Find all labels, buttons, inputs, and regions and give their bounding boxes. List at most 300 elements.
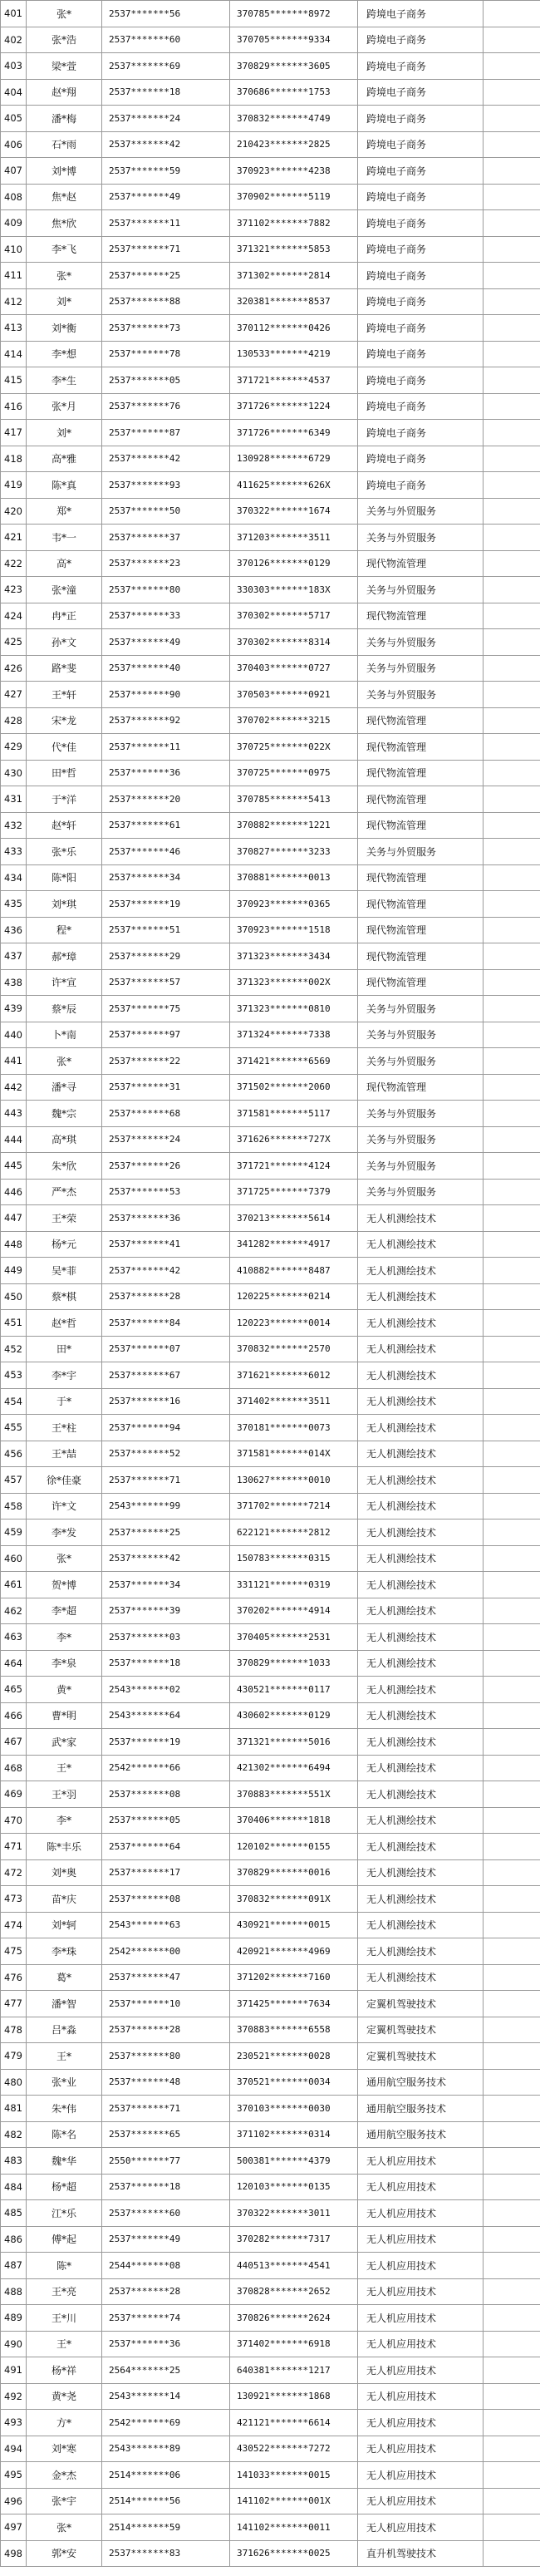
exam-code: 2537*******28 — [102, 2278, 230, 2305]
exam-code: 2543*******64 — [102, 1702, 230, 1729]
student-name: 刘*琪 — [27, 891, 102, 918]
major-name: 无人机测绘技术 — [358, 1388, 484, 1415]
empty-cell — [484, 1493, 540, 1519]
exam-code: 2537*******05 — [102, 1807, 230, 1834]
table-row — [1, 53, 540, 80]
row-number: 441 — [1, 1048, 27, 1075]
major-name: 现代物流管理 — [358, 603, 484, 629]
row-number: 468 — [1, 1755, 27, 1781]
student-name: 赵*哲 — [27, 1310, 102, 1337]
student-name: 韦*一 — [27, 525, 102, 551]
empty-cell — [484, 2069, 540, 2096]
exam-code: 2537*******68 — [102, 1101, 230, 1127]
student-name: 徐*佳豪 — [27, 1467, 102, 1494]
major-name: 无人机应用技术 — [358, 2514, 484, 2541]
row-number: 486 — [1, 2226, 27, 2253]
major-name: 直升机驾驶技术 — [358, 2540, 484, 2567]
table-row — [1, 1074, 540, 1101]
id-number: 130533*******4219 — [230, 341, 358, 367]
id-number: 371203*******3511 — [230, 525, 358, 551]
table-row — [1, 2253, 540, 2279]
empty-cell — [484, 1467, 540, 1494]
student-name: 高*雅 — [27, 446, 102, 472]
student-name: 李*超 — [27, 1598, 102, 1624]
empty-cell — [484, 1650, 540, 1677]
exam-code: 2514*******56 — [102, 2488, 230, 2514]
id-number: 370827*******3233 — [230, 839, 358, 865]
major-name: 跨境电子商务 — [358, 472, 484, 499]
empty-cell — [484, 1755, 540, 1781]
id-number: 370902*******5119 — [230, 184, 358, 210]
empty-cell — [484, 1859, 540, 1886]
id-number: 330303*******183X — [230, 577, 358, 603]
empty-cell — [484, 1624, 540, 1651]
empty-cell — [484, 2226, 540, 2253]
empty-cell — [484, 2200, 540, 2227]
table-row — [1, 2540, 540, 2567]
empty-cell — [484, 2436, 540, 2462]
major-name: 关务与外贸服务 — [358, 1153, 484, 1180]
empty-cell — [484, 446, 540, 472]
table-row — [1, 210, 540, 237]
student-name: 焦*赵 — [27, 184, 102, 210]
empty-cell — [484, 1598, 540, 1624]
major-name: 无人机测绘技术 — [358, 1781, 484, 1808]
exam-code: 2537*******60 — [102, 27, 230, 53]
id-number: 370829*******1033 — [230, 1650, 358, 1677]
row-number: 482 — [1, 2121, 27, 2148]
student-name: 黄*尧 — [27, 2383, 102, 2410]
empty-cell — [484, 917, 540, 943]
student-name: 王* — [27, 2043, 102, 2070]
major-name: 无人机测绘技术 — [358, 1938, 484, 1965]
id-number: 371726*******1224 — [230, 393, 358, 420]
exam-code: 2537*******71 — [102, 1467, 230, 1494]
exam-code: 2550*******77 — [102, 2148, 230, 2175]
student-name: 王* — [27, 2331, 102, 2357]
student-name: 王*轩 — [27, 682, 102, 708]
exam-code: 2537*******42 — [102, 1545, 230, 1572]
row-number: 473 — [1, 1886, 27, 1913]
empty-cell — [484, 1781, 540, 1808]
student-name: 郑* — [27, 498, 102, 525]
id-number: 371102*******7882 — [230, 210, 358, 237]
major-name: 无人机应用技术 — [358, 2200, 484, 2227]
empty-cell — [484, 27, 540, 53]
exam-code: 2564*******25 — [102, 2357, 230, 2384]
table-row — [1, 367, 540, 394]
row-number: 476 — [1, 1964, 27, 1991]
empty-cell — [484, 655, 540, 682]
student-name: 梁*萱 — [27, 53, 102, 80]
table-row — [1, 1388, 540, 1415]
empty-cell — [484, 2043, 540, 2070]
id-number: 230521*******0028 — [230, 2043, 358, 2070]
major-name: 现代物流管理 — [358, 864, 484, 891]
id-number: 130627*******0010 — [230, 1467, 358, 1494]
table-row — [1, 1886, 540, 1913]
row-number: 418 — [1, 446, 27, 472]
row-number: 445 — [1, 1153, 27, 1180]
student-name: 张* — [27, 263, 102, 289]
exam-code: 2537*******80 — [102, 2043, 230, 2070]
student-name: 于* — [27, 1388, 102, 1415]
row-number: 480 — [1, 2069, 27, 2096]
table-row — [1, 2410, 540, 2436]
row-number: 456 — [1, 1441, 27, 1467]
empty-cell — [484, 53, 540, 80]
row-number: 407 — [1, 158, 27, 185]
student-name: 朱*伟 — [27, 2096, 102, 2122]
exam-code: 2537*******20 — [102, 786, 230, 813]
empty-cell — [484, 1101, 540, 1127]
major-name: 关务与外贸服务 — [358, 1022, 484, 1048]
table-row — [1, 1729, 540, 1756]
row-number: 427 — [1, 682, 27, 708]
table-row — [1, 2357, 540, 2384]
table-row — [1, 760, 540, 786]
exam-code: 2537*******25 — [102, 263, 230, 289]
row-number: 475 — [1, 1938, 27, 1965]
student-name: 葛* — [27, 1964, 102, 1991]
table-row — [1, 1205, 540, 1232]
major-name: 关务与外贸服务 — [358, 629, 484, 656]
student-name: 冉*正 — [27, 603, 102, 629]
row-number: 421 — [1, 525, 27, 551]
row-number: 436 — [1, 917, 27, 943]
exam-code: 2537*******52 — [102, 1441, 230, 1467]
row-number: 423 — [1, 577, 27, 603]
table-row — [1, 1650, 540, 1677]
row-number: 420 — [1, 498, 27, 525]
id-number: 370832*******2570 — [230, 1336, 358, 1362]
table-row — [1, 996, 540, 1022]
id-number: 370832*******4749 — [230, 106, 358, 132]
id-number: 371402*******6918 — [230, 2331, 358, 2357]
table-row — [1, 1362, 540, 1389]
row-number: 458 — [1, 1493, 27, 1519]
major-name: 无人机应用技术 — [358, 2253, 484, 2279]
empty-cell — [484, 1545, 540, 1572]
student-name: 李*珠 — [27, 1938, 102, 1965]
id-number: 371626*******0025 — [230, 2540, 358, 2567]
major-name: 跨境电子商务 — [358, 53, 484, 80]
row-number: 469 — [1, 1781, 27, 1808]
major-name: 关务与外贸服务 — [358, 682, 484, 708]
student-name: 刘* — [27, 288, 102, 315]
major-name: 跨境电子商务 — [358, 315, 484, 342]
table-row — [1, 603, 540, 629]
major-name: 关务与外贸服务 — [358, 1179, 484, 1205]
row-number: 406 — [1, 131, 27, 158]
empty-cell — [484, 1912, 540, 1938]
row-number: 408 — [1, 184, 27, 210]
id-number: 371626*******727X — [230, 1126, 358, 1153]
table-row — [1, 682, 540, 708]
table-row — [1, 839, 540, 865]
row-number: 485 — [1, 2200, 27, 2227]
id-number: 120103*******0135 — [230, 2174, 358, 2200]
table-row — [1, 2305, 540, 2332]
id-number: 370403*******0727 — [230, 655, 358, 682]
student-name: 朱*欣 — [27, 1153, 102, 1180]
exam-code: 2537*******16 — [102, 1388, 230, 1415]
id-number: 370302*******5717 — [230, 603, 358, 629]
empty-cell — [484, 315, 540, 342]
exam-code: 2542*******00 — [102, 1938, 230, 1965]
student-name: 潘*梅 — [27, 106, 102, 132]
row-number: 426 — [1, 655, 27, 682]
major-name: 现代物流管理 — [358, 550, 484, 577]
major-name: 无人机应用技术 — [358, 2410, 484, 2436]
table-row — [1, 2226, 540, 2253]
student-name: 黄* — [27, 1677, 102, 1703]
exam-code: 2537*******76 — [102, 393, 230, 420]
empty-cell — [484, 1153, 540, 1180]
exam-code: 2537*******92 — [102, 707, 230, 734]
id-number: 371321*******5853 — [230, 236, 358, 263]
id-number: 370322*******1674 — [230, 498, 358, 525]
table-row — [1, 1415, 540, 1441]
exam-code: 2537*******22 — [102, 1048, 230, 1075]
empty-cell — [484, 1834, 540, 1860]
student-name: 刘* — [27, 420, 102, 446]
table-row — [1, 969, 540, 996]
row-number: 419 — [1, 472, 27, 499]
table-row — [1, 1126, 540, 1153]
row-number: 455 — [1, 1415, 27, 1441]
major-name: 无人机测绘技术 — [358, 1755, 484, 1781]
table-row — [1, 1938, 540, 1965]
id-number: 430921*******0015 — [230, 1912, 358, 1938]
exam-code: 2537*******78 — [102, 341, 230, 367]
table-row — [1, 263, 540, 289]
major-name: 无人机测绘技术 — [358, 1441, 484, 1467]
major-name: 无人机测绘技术 — [358, 1231, 484, 1258]
row-number: 417 — [1, 420, 27, 446]
empty-cell — [484, 1283, 540, 1310]
student-name: 潘*智 — [27, 1991, 102, 2017]
id-number: 430522*******7272 — [230, 2436, 358, 2462]
row-number: 451 — [1, 1310, 27, 1337]
major-name: 现代物流管理 — [358, 734, 484, 761]
row-number: 467 — [1, 1729, 27, 1756]
student-name: 赵*轩 — [27, 812, 102, 839]
table-row — [1, 446, 540, 472]
row-number: 449 — [1, 1258, 27, 1284]
row-number: 488 — [1, 2278, 27, 2305]
major-name: 无人机测绘技术 — [358, 1415, 484, 1441]
empty-cell — [484, 1179, 540, 1205]
exam-code: 2537*******59 — [102, 158, 230, 185]
major-name: 无人机测绘技术 — [358, 1598, 484, 1624]
table-row — [1, 1807, 540, 1834]
table-row — [1, 525, 540, 551]
exam-code: 2542*******69 — [102, 2410, 230, 2436]
empty-cell — [484, 2174, 540, 2200]
major-name: 跨境电子商务 — [358, 341, 484, 367]
exam-code: 2537*******56 — [102, 1, 230, 27]
exam-code: 2542*******66 — [102, 1755, 230, 1781]
row-number: 428 — [1, 707, 27, 734]
row-number: 461 — [1, 1572, 27, 1598]
id-number: 370302*******8314 — [230, 629, 358, 656]
table-row — [1, 2043, 540, 2070]
id-number: 440513*******4541 — [230, 2253, 358, 2279]
student-name: 高*琪 — [27, 1126, 102, 1153]
major-name: 无人机应用技术 — [358, 2436, 484, 2462]
student-name: 吴*菲 — [27, 1258, 102, 1284]
empty-cell — [484, 1964, 540, 1991]
empty-cell — [484, 891, 540, 918]
exam-code: 2537*******97 — [102, 1022, 230, 1048]
id-number: 370521*******0034 — [230, 2069, 358, 2096]
empty-cell — [484, 1677, 540, 1703]
row-number: 403 — [1, 53, 27, 80]
empty-cell — [484, 367, 540, 394]
exam-code: 2543*******63 — [102, 1912, 230, 1938]
exam-code: 2537*******64 — [102, 1834, 230, 1860]
table-row — [1, 315, 540, 342]
exam-code: 2544*******08 — [102, 2253, 230, 2279]
major-name: 现代物流管理 — [358, 812, 484, 839]
exam-code: 2537*******74 — [102, 2305, 230, 2332]
exam-code: 2537*******10 — [102, 1991, 230, 2017]
major-name: 现代物流管理 — [358, 917, 484, 943]
student-name: 卜*南 — [27, 1022, 102, 1048]
exam-code: 2537*******50 — [102, 498, 230, 525]
student-name: 杨*超 — [27, 2174, 102, 2200]
empty-cell — [484, 288, 540, 315]
empty-cell — [484, 1258, 540, 1284]
empty-cell — [484, 393, 540, 420]
row-number: 404 — [1, 79, 27, 106]
empty-cell — [484, 1807, 540, 1834]
exam-code: 2537*******18 — [102, 1650, 230, 1677]
empty-cell — [484, 1991, 540, 2017]
table-row — [1, 1519, 540, 1546]
empty-cell — [484, 1362, 540, 1389]
id-number: 370126*******0129 — [230, 550, 358, 577]
exam-code: 2543*******14 — [102, 2383, 230, 2410]
major-name: 无人机测绘技术 — [358, 1702, 484, 1729]
id-number: 371726*******6349 — [230, 420, 358, 446]
table-row — [1, 629, 540, 656]
empty-cell — [484, 839, 540, 865]
row-number: 489 — [1, 2305, 27, 2332]
student-name: 张*乐 — [27, 839, 102, 865]
major-name: 定翼机驾驶技术 — [358, 1991, 484, 2017]
table-row — [1, 786, 540, 813]
id-number: 141102*******0011 — [230, 2514, 358, 2541]
id-number: 370705*******9334 — [230, 27, 358, 53]
empty-cell — [484, 2383, 540, 2410]
student-name: 蔡*棋 — [27, 1283, 102, 1310]
empty-cell — [484, 184, 540, 210]
major-name: 无人机应用技术 — [358, 2226, 484, 2253]
empty-cell — [484, 2121, 540, 2148]
empty-cell — [484, 2096, 540, 2122]
student-name: 潘*寻 — [27, 1074, 102, 1101]
row-number: 443 — [1, 1101, 27, 1127]
row-number: 492 — [1, 2383, 27, 2410]
student-name: 张* — [27, 1, 102, 27]
table-row — [1, 393, 540, 420]
student-name: 陈*阳 — [27, 864, 102, 891]
empty-cell — [484, 106, 540, 132]
empty-cell — [484, 263, 540, 289]
empty-cell — [484, 1, 540, 27]
table-row — [1, 288, 540, 315]
empty-cell — [484, 2462, 540, 2489]
student-name: 武*家 — [27, 1729, 102, 1756]
table-row — [1, 2514, 540, 2541]
empty-cell — [484, 2410, 540, 2436]
table-row — [1, 2383, 540, 2410]
empty-cell — [484, 1126, 540, 1153]
row-number: 434 — [1, 864, 27, 891]
student-name: 魏*华 — [27, 2148, 102, 2175]
row-number: 460 — [1, 1545, 27, 1572]
major-name: 无人机测绘技术 — [358, 1258, 484, 1284]
id-number: 370702*******3215 — [230, 707, 358, 734]
exam-code: 2537*******41 — [102, 1231, 230, 1258]
id-number: 371323*******0810 — [230, 996, 358, 1022]
id-number: 370202*******4914 — [230, 1598, 358, 1624]
row-number: 478 — [1, 2017, 27, 2043]
major-name: 关务与外贸服务 — [358, 498, 484, 525]
exam-code: 2537*******61 — [102, 812, 230, 839]
major-name: 无人机测绘技术 — [358, 1677, 484, 1703]
table-row — [1, 1755, 540, 1781]
table-row — [1, 1702, 540, 1729]
table-row — [1, 2017, 540, 2043]
table-row — [1, 1231, 540, 1258]
row-number: 430 — [1, 760, 27, 786]
exam-code: 2537*******24 — [102, 1126, 230, 1153]
table-row — [1, 1336, 540, 1362]
row-number: 439 — [1, 996, 27, 1022]
id-number: 370181*******0073 — [230, 1415, 358, 1441]
id-number: 371721*******4537 — [230, 367, 358, 394]
exam-code: 2537*******17 — [102, 1859, 230, 1886]
student-name: 张*潼 — [27, 577, 102, 603]
major-name: 无人机应用技术 — [358, 2357, 484, 2384]
id-number: 640381*******1217 — [230, 2357, 358, 2384]
row-number: 481 — [1, 2096, 27, 2122]
empty-cell — [484, 2540, 540, 2567]
student-name: 方* — [27, 2410, 102, 2436]
table-row — [1, 1258, 540, 1284]
student-name: 贺*博 — [27, 1572, 102, 1598]
major-name: 跨境电子商务 — [358, 263, 484, 289]
row-number: 412 — [1, 288, 27, 315]
empty-cell — [484, 1048, 540, 1075]
empty-cell — [484, 2253, 540, 2279]
table-row — [1, 2488, 540, 2514]
major-name: 现代物流管理 — [358, 969, 484, 996]
student-name: 张*宇 — [27, 2488, 102, 2514]
table-row — [1, 2436, 540, 2462]
empty-cell — [484, 1729, 540, 1756]
id-number: 120225*******0214 — [230, 1283, 358, 1310]
exam-code: 2537*******42 — [102, 1258, 230, 1284]
id-number: 371721*******4124 — [230, 1153, 358, 1180]
row-number: 435 — [1, 891, 27, 918]
empty-cell — [484, 1572, 540, 1598]
table-row — [1, 707, 540, 734]
exam-code: 2514*******59 — [102, 2514, 230, 2541]
